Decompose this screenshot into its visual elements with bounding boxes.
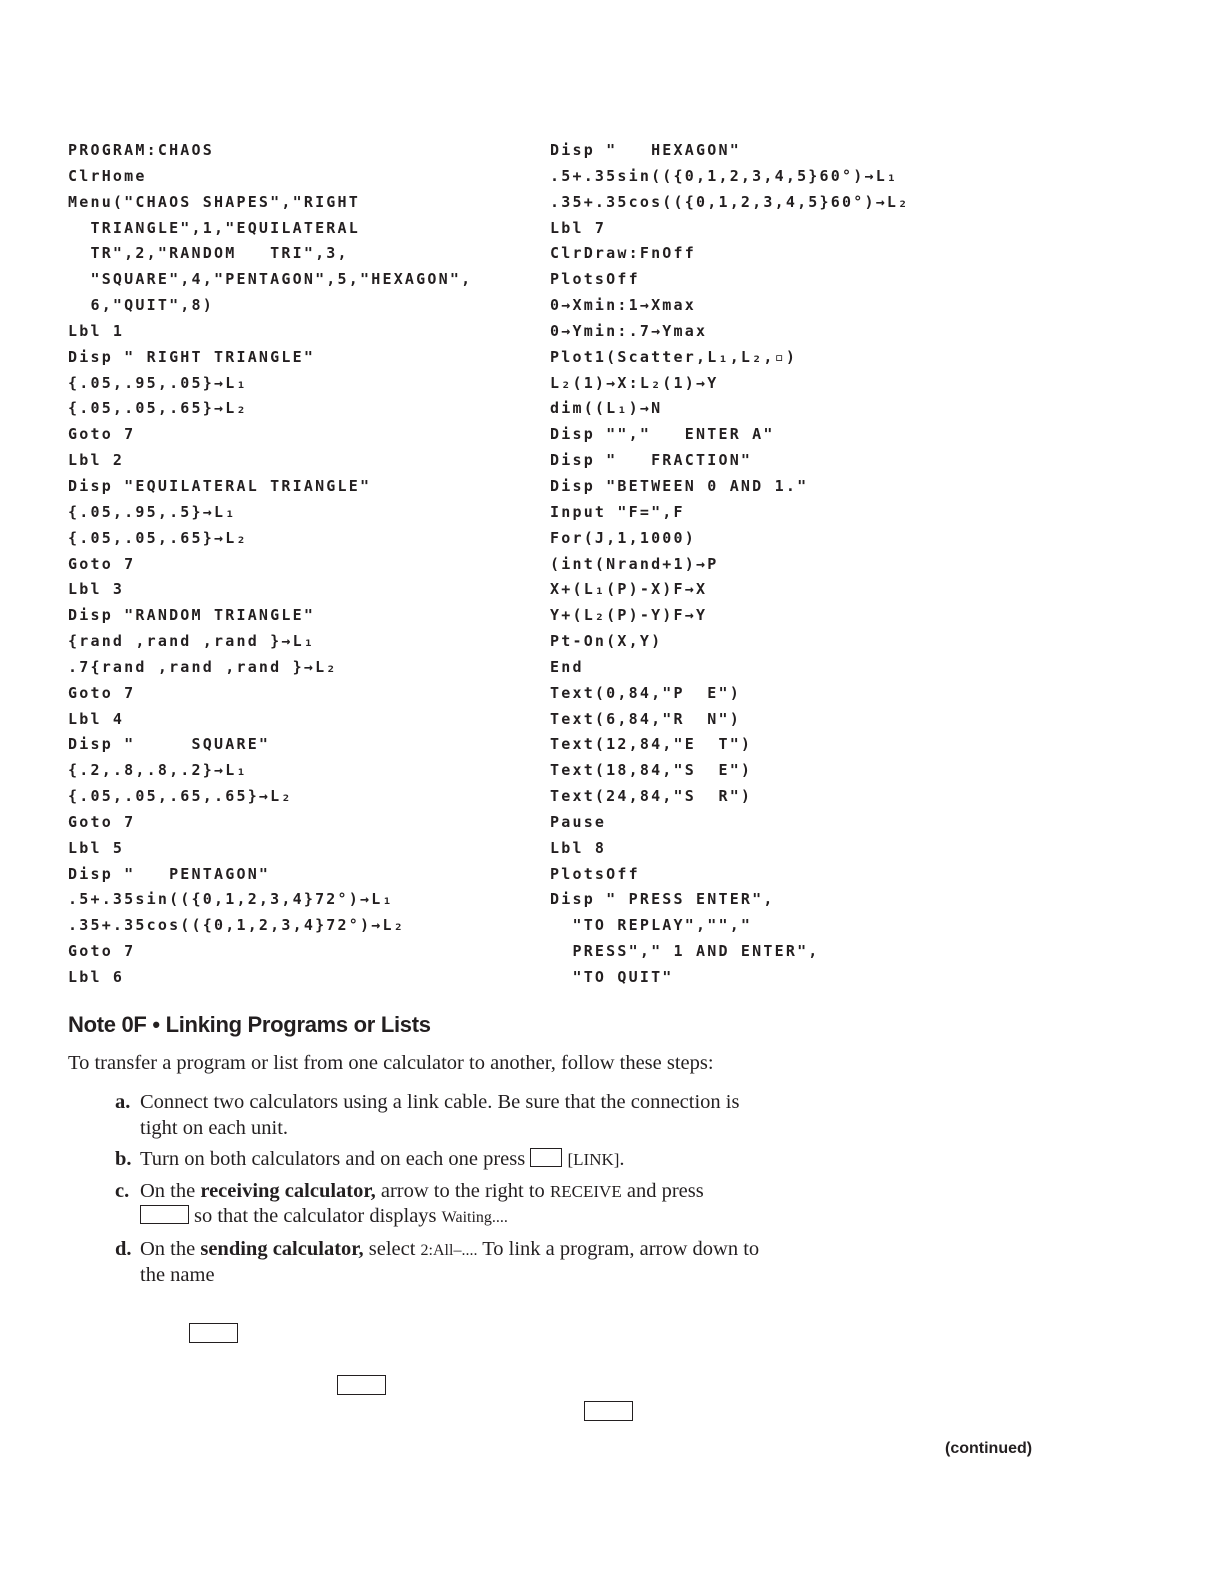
code-line: 0→Xmin:1→Xmax xyxy=(550,296,696,315)
code-line: Lbl 7 xyxy=(550,218,607,237)
code-line: {.05,.05,.65,.65}→L₂ xyxy=(68,787,293,806)
code-line: Text(24,84,"S R") xyxy=(550,787,753,806)
code-line: Lbl 2 xyxy=(68,451,125,470)
continued-footer: (continued) xyxy=(945,1440,1033,1457)
code-line: Disp "RANDOM TRIANGLE" xyxy=(68,606,316,625)
code-line: .7{rand ,rand ,rand }→L₂ xyxy=(68,657,338,676)
code-line: Goto 7 xyxy=(68,683,136,702)
code-line: Lbl 1 xyxy=(68,321,125,340)
step-text: On the xyxy=(140,1179,201,1202)
calculator-key-icon xyxy=(140,1205,189,1224)
code-line: Disp "EQUILATERAL TRIANGLE" xyxy=(68,476,372,495)
code-line: .5+.35sin(({0,1,2,3,4,5}60°)→L₁ xyxy=(550,166,899,185)
step-text: Connect two calculators using a link cable. Be sure that the connection is tight on each unit. xyxy=(140,1091,740,1139)
code-line: Goto 7 xyxy=(68,425,136,444)
code-line: ClrHome xyxy=(68,166,147,185)
code-line: Pause xyxy=(550,812,607,831)
code-line: Disp " FRACTION" xyxy=(550,451,753,470)
code-line: Disp ""," ENTER A" xyxy=(550,425,775,444)
code-line: Pt-On(X,Y) xyxy=(550,632,663,651)
link-key-label: [LINK] xyxy=(567,1150,620,1169)
step-label: a. xyxy=(115,1091,131,1113)
code-line: X+(L₁(P)-X)F→X xyxy=(550,580,708,599)
code-line: TRIANGLE",1,"EQUILATERAL xyxy=(68,218,360,237)
code-line: .35+.35cos(({0,1,2,3,4,5}60°)→L₂ xyxy=(550,192,910,211)
code-line: "SQUARE",4,"PENTAGON",5,"HEXAGON", xyxy=(68,270,473,289)
code-line: PRESS"," 1 AND ENTER", xyxy=(550,942,820,961)
code-line: Y+(L₂(P)-Y)F→Y xyxy=(550,606,708,625)
code-line: "TO REPLAY",""," xyxy=(550,916,753,935)
code-line: {rand ,rand ,rand }→L₁ xyxy=(68,632,316,651)
code-line: Goto 7 xyxy=(68,812,136,831)
step-text: so that the calculator displays xyxy=(194,1205,442,1227)
code-line: {.2,.8,.8,.2}→L₁ xyxy=(68,761,248,780)
calculator-key-icon xyxy=(530,1148,562,1167)
step-text: arrow to the right to xyxy=(375,1179,550,1202)
code-line: PlotsOff xyxy=(550,270,640,289)
code-line: {.05,.05,.65}→L₂ xyxy=(68,399,248,418)
step-label: b. xyxy=(115,1148,132,1170)
code-line: {.05,.05,.65}→L₂ xyxy=(68,528,248,547)
code-line: "TO QUIT" xyxy=(550,968,674,986)
step-text: On the xyxy=(140,1237,201,1260)
code-line: L₂(1)→X:L₂(1)→Y xyxy=(550,373,719,392)
code-line: Disp "BETWEEN 0 AND 1." xyxy=(550,476,809,495)
step-b xyxy=(115,1147,775,1173)
step-label: c. xyxy=(115,1179,130,1202)
code-line: Goto 7 xyxy=(68,942,136,961)
code-line: {.05,.95,.05}→L₁ xyxy=(68,373,248,392)
steps-list xyxy=(115,1090,775,1295)
program-listing-right-column xyxy=(550,138,1020,991)
code-line: .35+.35cos(({0,1,2,3,4}72°)→L₂ xyxy=(68,916,405,935)
code-line: Menu("CHAOS SHAPES","RIGHT xyxy=(68,192,360,211)
receive-menu-label: RECEIVE xyxy=(549,1181,622,1201)
step-c xyxy=(115,1179,775,1231)
step-bold-text: sending calculator, xyxy=(200,1237,364,1260)
step-text: select xyxy=(363,1237,421,1260)
code-line: 0→Ymin:.7→Ymax xyxy=(550,321,708,340)
step-text: . xyxy=(619,1148,625,1170)
step-a xyxy=(115,1090,775,1141)
code-line: PROGRAM:CHAOS xyxy=(68,141,214,159)
code-line: TR",2,"RANDOM TRI",3, xyxy=(68,244,349,263)
code-line: Disp " PRESS ENTER", xyxy=(550,890,775,909)
code-line: 6,"QUIT",8) xyxy=(68,296,214,315)
code-line: (int(Nrand+1)→P xyxy=(550,554,719,573)
code-line: Text(18,84,"S E") xyxy=(550,761,753,780)
code-line: Lbl 5 xyxy=(68,838,125,857)
program-listing-left-column xyxy=(68,138,528,991)
note-title: Note 0F • Linking Programs or Lists xyxy=(68,1012,431,1037)
calculator-key-icon xyxy=(584,1401,633,1421)
code-line: Disp " SQUARE" xyxy=(68,735,271,754)
step-d xyxy=(115,1237,775,1289)
step-text: Turn on both calculators and on each one press xyxy=(140,1148,531,1170)
code-line: ClrDraw:FnOff xyxy=(550,244,696,263)
calculator-key-icon xyxy=(189,1323,238,1343)
code-line: Text(6,84,"R N") xyxy=(550,709,741,728)
code-line: Lbl 6 xyxy=(68,968,125,986)
code-line: dim((L₁)→N xyxy=(550,399,663,418)
code-line: Input "F=",F xyxy=(550,502,685,521)
code-line: .5+.35sin(({0,1,2,3,4}72°)→L₁ xyxy=(68,890,394,909)
all-menu-option: 2:All–.... xyxy=(420,1241,478,1259)
code-line: Lbl 3 xyxy=(68,580,125,599)
step-label: d. xyxy=(115,1237,132,1260)
code-line: For(J,1,1000) xyxy=(550,528,696,547)
note-intro: To transfer a program or list from one calculator to another, follow these steps: xyxy=(68,1052,714,1074)
code-line: Text(0,84,"P E") xyxy=(550,683,741,702)
code-line: Disp " HEXAGON" xyxy=(550,141,741,159)
calculator-key-icon xyxy=(337,1375,386,1395)
code-line: End xyxy=(550,657,584,676)
step-bold-text: receiving calculator, xyxy=(200,1179,376,1202)
step-text: and press xyxy=(621,1179,704,1202)
code-line: Disp " PENTAGON" xyxy=(68,864,271,883)
code-line: Text(12,84,"E T") xyxy=(550,735,753,754)
code-line: Lbl 4 xyxy=(68,709,125,728)
code-line: Lbl 8 xyxy=(550,838,607,857)
step-text: To link a program, arrow down to the name xyxy=(140,1237,760,1286)
code-line: {.05,.95,.5}→L₁ xyxy=(68,502,237,521)
waiting-screen-message: Waiting.... xyxy=(441,1209,508,1226)
code-line: PlotsOff xyxy=(550,864,640,883)
code-line: Disp " RIGHT TRIANGLE" xyxy=(68,347,316,366)
code-line: Goto 7 xyxy=(68,554,136,573)
code-line: Plot1(Scatter,L₁,L₂,▫) xyxy=(550,347,798,366)
